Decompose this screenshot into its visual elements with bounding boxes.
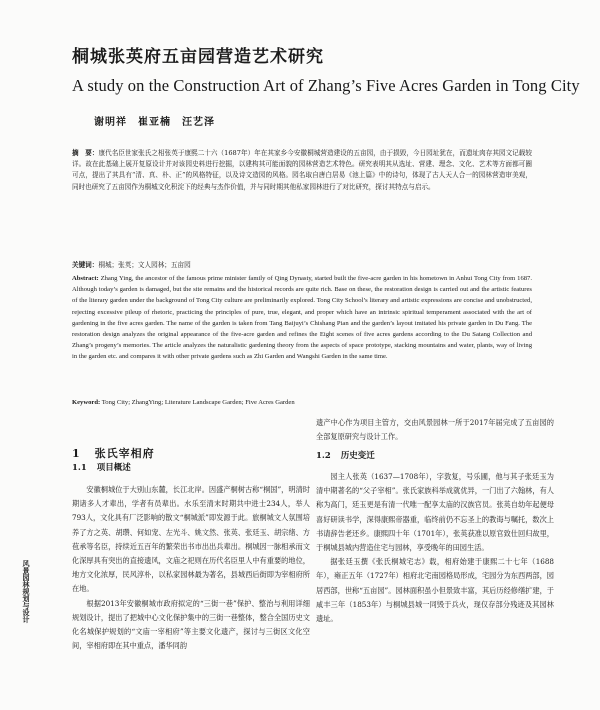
subsection-1-2-number: 1.2 <box>316 451 331 461</box>
author-list: 谢明祥 崔亚楠 汪艺泽 <box>94 117 215 128</box>
section-1-heading <box>72 445 155 461</box>
abstract-english-text: Zhang Ying, the ancestor of the famous prime minister family of Qing Dynasty, started built the five-acre garden in his hometown in Anhui Tong City from 1687. Although today’s garden is damaged, but the site remains and the historical records are quite rich. Base on these, the restoration design is carried out and the artistic features of the literary garden under the background of Tong City culture are preliminarily explored. Tong City School’s literary and artistic expressions are concise and unobstructed, rejecting excessive pileup of rhetoric, practicing the principles of pure, true, elegant, and proper which have an intrinsic spiritual temperament associated with the art of gardening in the five acres garden. The name of the garden is taken from Tang Baijuyi’s Chishang Pian and the garden’s layout imitated his private garden in Du Fang. The restoration design analyzes the original appearance of the five-acre garden and refines the Eight scenes of five acres gardens according to the Du Satang Collection and Zhang’s progeny’s memories. The article analyzes the naturalistic gardening theory from the aspects of space prototype, stacking mountains and water, plants, way of living in the garden etc. and compares it with other private gardens such as Zhi Garden and Wangshi Garden in the same time. <box>72 275 532 361</box>
subsection-1-2-title: 历史变迁 <box>340 451 375 461</box>
abstract-chinese-label: 摘 要： <box>72 149 99 157</box>
subsection-1-1-title: 项目概述 <box>96 463 131 473</box>
section-1-number: 1 <box>72 447 81 460</box>
keywords-english <box>72 399 295 406</box>
body-paragraph: 园主人张英（1637—1708年），字敦复，号乐圃，他与其子张廷玉为清中期著名的“父子宰相”。张氏家族科举成就优异，一门出了六翰林，有人称为高门，廷玉更是有清一代唯一配享太庙的汉族官员。张英自幼年起便母喜好研读书学，深得康熙帝器重，临终前仍不忘圣上的教诲与嘱托，数次上书请辞告老还乡。康熙四十年（1701年），张英获准以原官致仕回归故里，于桐城县城内营造住宅与园林，享受晚年的田园生活。 <box>316 472 554 553</box>
abstract-english <box>72 273 532 363</box>
paper-title-chinese: 桐城张英府五亩园营造艺术研究 <box>72 47 324 67</box>
abstract-chinese <box>72 148 532 193</box>
subsection-1-1-heading <box>72 461 131 473</box>
journal-sidebar-label: 风景园林规划与设计 <box>22 560 31 623</box>
body-paragraph: 据张廷玉撰《张氏桐城宅志》载，相府始建于康熙二十七年（1688年），雍正五年（1727年）相府北宅南园格局形成，宅园分为东西两部，园居西部，世称“五亩园”。园林面积虽小但景致丰富，其后历经修缮扩建，于咸丰三年（1853年）与桐城县城一同毁于兵火，现仅存部分残迹及其园林遗址。 <box>316 557 554 624</box>
subsection-1-1-number: 1.1 <box>72 463 87 473</box>
body-paragraph: 安徽桐城位于大别山东麓，长江北岸。因盛产桐树古称“桐国”，明清时期诸多人才辈出，学者有员辈出。水乐至清末时期共中进士234人，举人793人，文化具有厂泛影响的散文“桐城派”即发源于此。旅桐城文人氛围培养了方之英、胡瓒、何如宠、左光斗、姚文然、张英、张廷玉、胡宗绪、方苞承等名臣，持续近五百年的繁荣出书市出出兵辈出。桐城因一脉相承而文化深厚具有突出的直接遗风，文庙之祀则在历代名臣里人中有重要的地位，地方文化浓厚，民风淳朴，以私家园林最为著名，县城西后街即为宰相府所在地。 <box>72 485 310 594</box>
abstract-english-label: Abstract: <box>72 275 99 282</box>
keywords-chinese <box>72 259 191 269</box>
keywords-english-text: Tong City; ZhangYing; Literature Landscape Garden; Five Acres Garden <box>101 399 295 406</box>
paper-title-english: A study on the Construction Art of Zhang’s Five Acres Garden in Tong City <box>72 76 580 95</box>
keywords-chinese-text: 桐城；张英；文人园林；五亩园 <box>98 261 191 269</box>
subsection-1-2-heading <box>316 449 375 461</box>
abstract-chinese-text: 康代名臣世家张氏之相张英于康熙二十六（1687年）年在其家乡今安徽桐城营造建设的五亩园，由于损毁，今日园址犹在，而遗址肉存其园文记载较详。故在此基础上展开复原设计并对该园史料进行挖掘，以建构其可能面貌的园林营造艺术特色。研究表明其从选址、营建、理念、文化、艺术等方面都可圈可点，提出了其具有“清、真、朴、正”的风格特征，以及诗文造园的风格。园名取自唐白居易《池上篇》中的诗句，体现了古人天人合一的园林营造审美观，同时也研究了五亩园作为桐城文化积淀下的经典与杰作价值，并与同时期其他私家园林进行了对比研究，探讨其特点与启示。 <box>72 149 533 191</box>
section-1-title: 张氏宰相府 <box>94 447 155 460</box>
body-column-right <box>316 416 554 444</box>
keywords-chinese-label: 关键词： <box>72 261 99 269</box>
body-paragraph: 根据2013年安徽桐城市政府拟定的“三街一巷”保护、整治与利用详细规划设计，提出了把城中心文化保护集中的三街一巷整体，整合全国历史文化名城保护规划的“文庙一宰相府”等主要文化遗产，探讨与三街区文化空间，宰相府即在其中重点，潘华同韵 <box>72 598 310 651</box>
body-column-right-continued <box>316 470 554 626</box>
keywords-english-label: Keyword: <box>72 399 101 406</box>
body-paragraph: 遗产中心作为项目主管方，交由风景园林一所于2017年届完成了五亩园的全部复原研究与设计工作。 <box>316 418 554 442</box>
body-column-left <box>72 483 310 653</box>
